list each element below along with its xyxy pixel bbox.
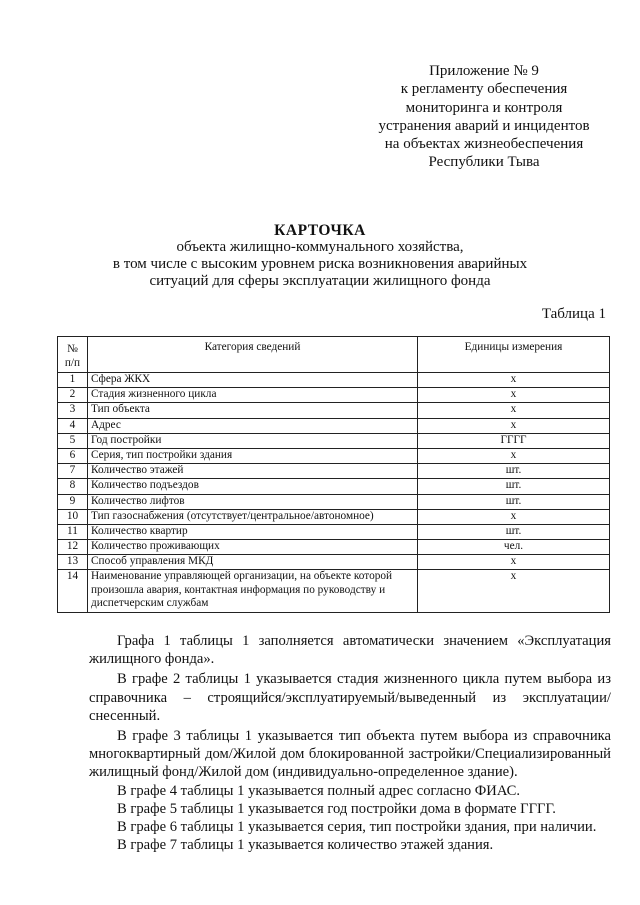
row-units: x — [418, 509, 610, 524]
appendix-line: Республики Тыва — [428, 154, 540, 171]
row-units: чел. — [418, 540, 610, 555]
row-units: x — [418, 555, 610, 570]
row-category: Стадия жизненного цикла — [88, 388, 418, 403]
row-number: 3 — [58, 403, 88, 418]
table-row — [58, 403, 610, 418]
row-category: Год постройки — [88, 433, 418, 448]
row-number: 11 — [58, 524, 88, 539]
paragraph: В графе 3 таблицы 1 указывается тип объекта путем выбора из справочника многоквартирный дом/Жилой дом блокированной застройки/Специализированный жилищный фонд/Жилой дом (индивидуально-определенное здание). — [89, 728, 611, 781]
row-units: шт. — [418, 464, 610, 479]
row-category: Серия, тип постройки здания — [88, 448, 418, 463]
header-number-line: п/п — [64, 357, 81, 369]
table-row — [58, 418, 610, 433]
subtitle-line: в том числе с высоким уровнем риска возникновения аварийных — [112, 256, 528, 272]
row-number: 14 — [58, 570, 88, 613]
table-row — [58, 570, 610, 613]
header-number — [58, 337, 88, 373]
row-category: Тип газоснабжения (отсутствует/центральное/автономное) — [88, 509, 418, 524]
table-row — [58, 494, 610, 509]
table-row — [58, 479, 610, 494]
row-units: шт. — [418, 494, 610, 509]
row-units: x — [418, 418, 610, 433]
row-category: Тип объекта — [88, 403, 418, 418]
row-units: x — [418, 388, 610, 403]
appendix-block — [360, 62, 608, 172]
appendix-line: устранения аварий и инцидентов — [378, 117, 590, 134]
table-row — [58, 509, 610, 524]
paragraph: В графе 4 таблицы 1 указывается полный адрес согласно ФИАС. — [117, 782, 521, 799]
row-units: x — [418, 373, 610, 388]
header-number-line: № — [67, 343, 78, 355]
document-subtitle — [60, 239, 580, 290]
header-category: Категория сведений — [88, 337, 418, 373]
body-text — [89, 632, 611, 854]
row-number: 10 — [58, 509, 88, 524]
row-category: Количество квартир — [88, 524, 418, 539]
table-row — [58, 433, 610, 448]
table-row — [58, 524, 610, 539]
table-row — [58, 388, 610, 403]
row-category: Количество лифтов — [88, 494, 418, 509]
row-units: x — [418, 570, 610, 613]
header-units: Единицы измерения — [418, 337, 610, 373]
row-category: Наименование управляющей организации, на объекте которой произошла авария, контактная информация по руководству и диспетчерским службам — [88, 570, 418, 613]
table-row — [58, 555, 610, 570]
subtitle-line: объекта жилищно-коммунального хозяйства, — [176, 239, 464, 255]
row-number: 4 — [58, 418, 88, 433]
paragraph: В графе 6 таблицы 1 указывается серия, тип постройки здания, при наличии. — [117, 819, 597, 836]
row-units: x — [418, 403, 610, 418]
paragraph: В графе 2 таблицы 1 указывается стадия жизненного цикла путем выбора из справочника – строящийся/эксплуатируемый/выведенный из эксплуатации/снесенный. — [89, 671, 611, 724]
row-number: 9 — [58, 494, 88, 509]
table-caption: Таблица 1 — [541, 306, 606, 322]
appendix-line: мониторинга и контроля — [405, 99, 563, 116]
appendix-line: на объектах жизнеобеспечения — [384, 136, 584, 153]
subtitle-line: ситуаций для сферы эксплуатации жилищного фонда — [149, 273, 491, 289]
row-category: Способ управления МКД — [88, 555, 418, 570]
row-units: ГГГГ — [418, 433, 610, 448]
row-category: Сфера ЖКХ — [88, 373, 418, 388]
row-number: 1 — [58, 373, 88, 388]
info-table — [57, 336, 610, 613]
table-row — [58, 373, 610, 388]
document-title: КАРТОЧКА — [274, 222, 366, 239]
row-number: 5 — [58, 433, 88, 448]
table-row — [58, 464, 610, 479]
row-category: Адрес — [88, 418, 418, 433]
appendix-line: Приложение № 9 — [429, 63, 539, 79]
row-units: x — [418, 448, 610, 463]
table-header-row — [58, 337, 610, 373]
row-category: Количество подъездов — [88, 479, 418, 494]
row-category: Количество проживающих — [88, 540, 418, 555]
row-number: 6 — [58, 448, 88, 463]
appendix-line: к регламенту обеспечения — [400, 81, 568, 98]
paragraph: В графе 5 таблицы 1 указывается год постройки дома в формате ГГГГ. — [117, 800, 556, 817]
paragraph: В графе 7 таблицы 1 указывается количество этажей здания. — [117, 837, 494, 854]
row-number: 12 — [58, 540, 88, 555]
paragraph: Графа 1 таблицы 1 заполняется автоматически значением «Эксплуатация жилищного фонда». — [89, 633, 611, 668]
row-category: Количество этажей — [88, 464, 418, 479]
row-number: 13 — [58, 555, 88, 570]
row-number: 7 — [58, 464, 88, 479]
row-units: шт. — [418, 524, 610, 539]
row-units: шт. — [418, 479, 610, 494]
row-number: 2 — [58, 388, 88, 403]
row-number: 8 — [58, 479, 88, 494]
table-row — [58, 448, 610, 463]
table-row — [58, 540, 610, 555]
